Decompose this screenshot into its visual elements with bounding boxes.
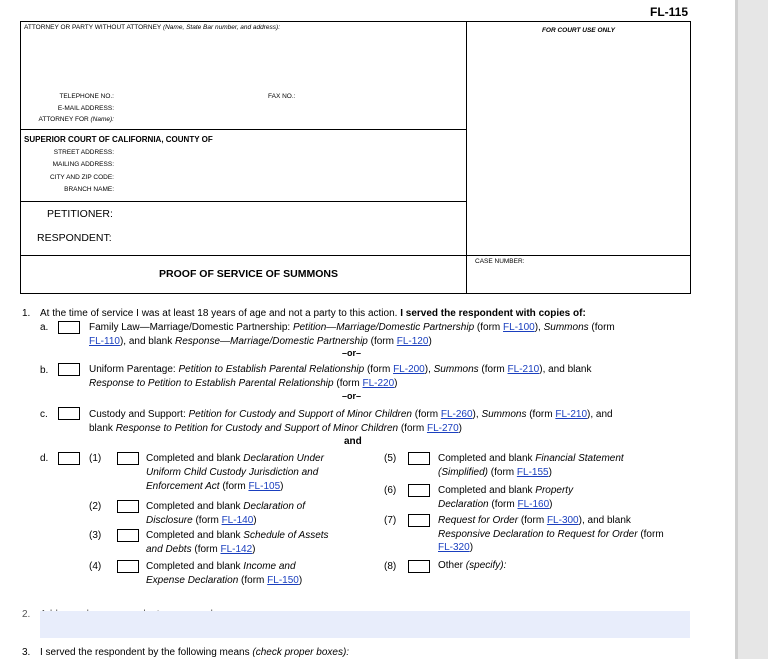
link-fl-120[interactable]: FL-120 xyxy=(396,336,429,347)
d7-checkbox[interactable] xyxy=(408,514,430,527)
item1c-checkbox[interactable] xyxy=(58,407,80,420)
link-fl-155[interactable]: FL-155 xyxy=(516,467,549,478)
d4-num: (4) xyxy=(89,561,102,572)
link-fl-160[interactable]: FL-160 xyxy=(517,499,550,510)
d3-line1: Completed and blank Schedule of Assets xyxy=(146,530,329,541)
fax-label: FAX NO.: xyxy=(268,93,296,100)
d3-line2: and Debts (form FL-142) xyxy=(146,544,256,555)
email-label: E-MAIL ADDRESS: xyxy=(57,105,114,112)
form-title: PROOF OF SERVICE OF SUMMONS xyxy=(159,268,338,280)
d4-line2: Expense Declaration (form FL-150) xyxy=(146,575,303,586)
link-fl-300[interactable]: FL-300 xyxy=(546,515,579,526)
d4-line1: Completed and blank Income and xyxy=(146,561,296,572)
city-zip-label: CITY AND ZIP CODE: xyxy=(49,174,114,181)
d6-num: (6) xyxy=(384,485,397,496)
d2-line2: Disclosure (form FL-140) xyxy=(146,515,257,526)
telephone-label: TELEPHONE NO.: xyxy=(59,93,114,100)
link-fl-140[interactable]: FL-140 xyxy=(221,515,254,526)
link-fl-150[interactable]: FL-150 xyxy=(267,575,299,586)
d3-checkbox[interactable] xyxy=(117,529,139,542)
or-separator-2: –or– xyxy=(342,391,362,401)
item1-num: 1. xyxy=(22,308,31,319)
item1b-letter: b. xyxy=(40,365,49,376)
d6-line1: Completed and blank Property xyxy=(438,485,574,496)
form-number: FL-115 xyxy=(650,5,689,19)
court-use-box xyxy=(466,21,691,256)
d1-line3: Enforcement Act (form FL-105) xyxy=(146,481,284,492)
item1b-line1: Uniform Parentage: Petition to Establish Parental Relationship (form FL-200), Summons (form FL-210), and blank xyxy=(89,364,592,375)
court-name: SUPERIOR COURT OF CALIFORNIA, COUNTY OF xyxy=(24,135,213,144)
attorney-box xyxy=(20,21,467,130)
item2-num: 2. xyxy=(22,609,31,620)
item1c-letter: c. xyxy=(40,409,48,420)
d7-num: (7) xyxy=(384,515,397,526)
respondent-label: RESPONDENT: xyxy=(37,232,112,244)
item1a-checkbox[interactable] xyxy=(58,321,80,334)
item1a-line2: FL-110), and blank Response—Marriage/Domestic Partnership (form FL-120) xyxy=(89,336,432,347)
d3-num: (3) xyxy=(89,530,102,541)
attorney-for-label: ATTORNEY FOR (Name): xyxy=(38,116,114,123)
d8-line1: Other (specify): xyxy=(438,560,507,571)
petitioner-label: PETITIONER: xyxy=(47,208,113,220)
d4-checkbox[interactable] xyxy=(117,560,139,573)
d2-line1: Completed and blank Declaration of xyxy=(146,501,305,512)
viewer-edge xyxy=(735,0,738,659)
d5-num: (5) xyxy=(384,453,397,464)
item1c-line2: blank Response to Petition for Custody and Support of Minor Children (form FL-270) xyxy=(89,423,462,434)
court-use-label: FOR COURT USE ONLY xyxy=(541,27,616,34)
item1d-letter: d. xyxy=(40,453,49,464)
item1a-line1: Family Law—Marriage/Domestic Partnership: Petition—Marriage/Domestic Partnership (form FL-100), Summons (form xyxy=(89,322,615,333)
d8-checkbox[interactable] xyxy=(408,560,430,573)
branch-label: BRANCH NAME: xyxy=(64,186,114,193)
link-fl-200[interactable]: FL-200 xyxy=(393,364,425,375)
link-fl-210-c[interactable]: FL-210 xyxy=(555,409,588,420)
link-fl-260[interactable]: FL-260 xyxy=(440,409,473,420)
item1b-line2: Response to Petition to Establish Parental Relationship (form FL-220) xyxy=(89,378,398,389)
d7-line3: FL-320) xyxy=(438,542,474,553)
link-fl-270[interactable]: FL-270 xyxy=(426,423,459,434)
item3-text: I served the respondent by the following means (check proper boxes): xyxy=(40,647,350,658)
address-served-field[interactable] xyxy=(40,611,690,638)
d5-line1: Completed and blank Financial Statement xyxy=(438,453,624,464)
item1a-letter: a. xyxy=(40,322,49,333)
d7-line2: Responsive Declaration to Request for Order (form xyxy=(438,529,664,540)
or-separator-1: –or– xyxy=(342,348,362,358)
link-fl-210[interactable]: FL-210 xyxy=(507,364,540,375)
item1-text: At the time of service I was at least 18 years of age and not a party to this action. I served the respondent with copies of: xyxy=(40,308,586,319)
link-fl-142[interactable]: FL-142 xyxy=(220,544,253,555)
and-separator: and xyxy=(344,436,362,447)
d1-line2: Uniform Child Custody Jurisdiction and xyxy=(146,467,319,478)
d2-checkbox[interactable] xyxy=(117,500,139,513)
link-fl-110[interactable]: FL-110 xyxy=(89,336,120,347)
d1-checkbox[interactable] xyxy=(117,452,139,465)
d6-checkbox[interactable] xyxy=(408,484,430,497)
street-label: STREET ADDRESS: xyxy=(53,149,114,156)
d1-line1: Completed and blank Declaration Under xyxy=(146,453,324,464)
link-fl-220[interactable]: FL-220 xyxy=(362,378,395,389)
link-fl-105[interactable]: FL-105 xyxy=(248,481,281,492)
d5-line2: (Simplified) (form FL-155) xyxy=(438,467,552,478)
d1-num: (1) xyxy=(89,453,102,464)
item1b-checkbox[interactable] xyxy=(58,363,80,376)
item3-num: 3. xyxy=(22,647,31,658)
d2-num: (2) xyxy=(89,501,102,512)
item1d-checkbox[interactable] xyxy=(58,452,80,465)
d8-num: (8) xyxy=(384,561,397,572)
item1c-line1: Custody and Support: Petition for Custody and Support of Minor Children (form FL-260), Summons (form FL-210), and xyxy=(89,409,613,420)
d6-line2: Declaration (form FL-160) xyxy=(438,499,553,510)
d7-line1: Request for Order (form FL-300), and blank xyxy=(438,515,631,526)
mailing-label: MAILING ADDRESS: xyxy=(52,161,114,168)
link-fl-320[interactable]: FL-320 xyxy=(438,542,470,553)
d5-checkbox[interactable] xyxy=(408,452,430,465)
link-fl-100[interactable]: FL-100 xyxy=(503,322,535,333)
case-number-label: CASE NUMBER: xyxy=(475,258,525,265)
attorney-label: ATTORNEY OR PARTY WITHOUT ATTORNEY (Name, State Bar number, and address): xyxy=(24,24,281,31)
